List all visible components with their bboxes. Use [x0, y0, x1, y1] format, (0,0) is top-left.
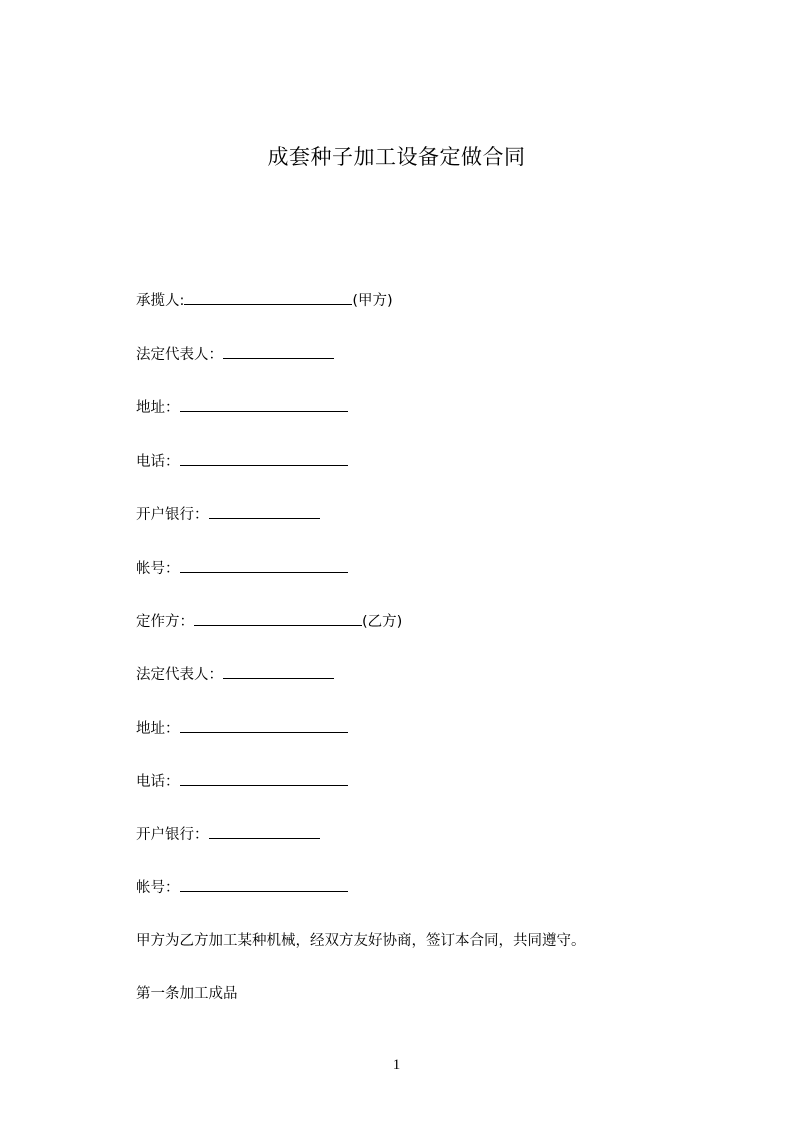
address-blank	[180, 397, 348, 412]
account-label: 帐号：	[136, 880, 180, 896]
document-title: 成套种子加工设备定做合同	[267, 145, 526, 169]
intro-paragraph: 甲方为乙方加工某种机械，经双方友好协商，签订本合同，共同遵守。	[136, 933, 586, 949]
party-a-bank-line	[136, 504, 320, 525]
party-b-bank-line	[136, 824, 320, 845]
orderer-blank	[194, 611, 362, 626]
party-a-phone-line	[136, 451, 348, 472]
page-number: 1	[392, 1057, 401, 1073]
phone-label: 电话：	[136, 454, 180, 470]
phone-blank	[180, 771, 348, 786]
account-blank	[180, 877, 348, 892]
party-b-representative-line	[136, 664, 334, 685]
representative-label: 法定代表人：	[136, 667, 223, 683]
account-blank	[180, 558, 348, 573]
bank-label: 开户银行：	[136, 827, 209, 843]
party-a-account-line	[136, 558, 348, 579]
address-label: 地址：	[136, 721, 180, 737]
party-b-address-line	[136, 718, 348, 739]
contractor-label: 承揽人:	[136, 293, 185, 309]
bank-blank	[209, 824, 320, 839]
phone-label: 电话：	[136, 774, 180, 790]
bank-label: 开户银行：	[136, 507, 209, 523]
party-a-address-line	[136, 397, 348, 418]
bank-blank	[209, 504, 320, 519]
party-a-contractor-line	[136, 290, 393, 311]
address-label: 地址：	[136, 400, 180, 416]
account-label: 帐号：	[136, 561, 180, 577]
representative-label: 法定代表人：	[136, 347, 223, 363]
address-blank	[180, 718, 348, 733]
phone-blank	[180, 451, 348, 466]
party-b-phone-line	[136, 771, 348, 792]
article-1-heading: 第一条加工成品	[136, 986, 238, 1002]
representative-blank	[223, 664, 334, 679]
party-a-representative-line	[136, 344, 334, 365]
orderer-label: 定作方：	[136, 614, 194, 630]
representative-blank	[223, 344, 334, 359]
contractor-blank	[184, 290, 352, 305]
party-b-account-line	[136, 877, 348, 898]
contractor-suffix: (甲方)	[352, 293, 393, 309]
party-b-orderer-line	[136, 611, 402, 632]
orderer-suffix: (乙方)	[362, 614, 403, 630]
